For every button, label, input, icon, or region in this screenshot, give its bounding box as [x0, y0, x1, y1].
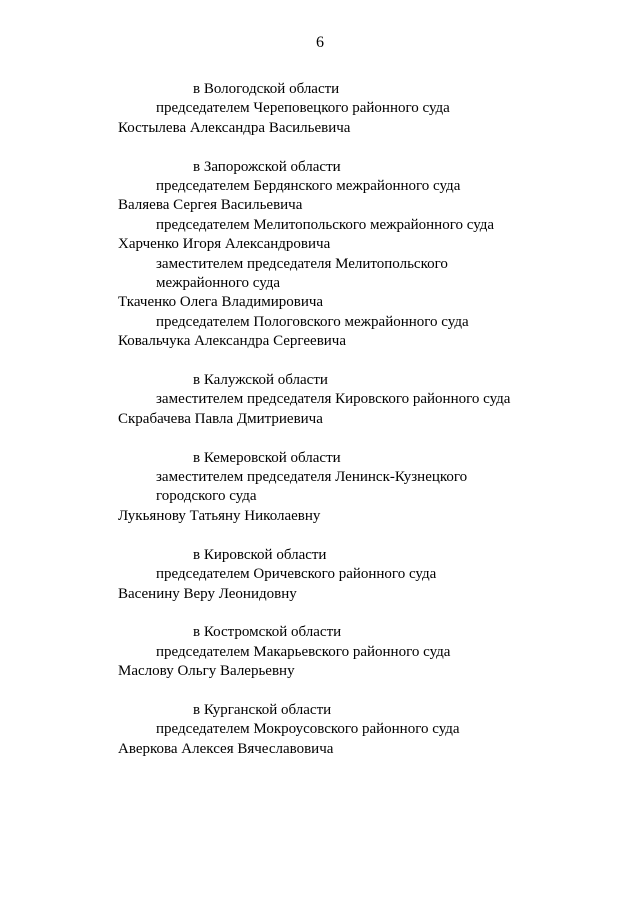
person-name: Ткаченко Олега Владимировича — [118, 294, 324, 311]
position-line: заместителем председателя Ленинск-Кузнецкого — [156, 469, 468, 486]
position-line: председателем Оричевского районного суда — [156, 566, 437, 583]
region-section — [118, 80, 618, 138]
region-heading: в Вологодской области — [193, 81, 340, 97]
position-line: заместителем председателя Кировского районного суда — [156, 391, 511, 408]
person-name: Валяева Сергея Васильевича — [118, 197, 303, 214]
person-name: Ковальчука Александра Сергеевича — [118, 333, 347, 350]
region-section — [118, 701, 618, 759]
position-line: городского суда — [156, 488, 257, 505]
position-line: председателем Череповецкого районного суда — [156, 100, 450, 117]
region-section — [118, 623, 618, 681]
position-line: межрайонного суда — [156, 275, 281, 292]
region-heading: в Кемеровской области — [193, 449, 341, 466]
person-name: Лукьянову Татьяну Николаевну — [118, 507, 321, 524]
position-line: председателем Мелитопольского межрайонного суда — [156, 216, 495, 233]
position-line: председателем Пологовского межрайонного суда — [156, 313, 469, 330]
page-number: 6 — [316, 34, 324, 51]
region-heading: в Костромской области — [193, 624, 342, 641]
region-section — [118, 158, 618, 352]
person-name: Скрабачева Павла Дмитриевича — [118, 410, 323, 427]
region-heading: в Калужской области — [193, 372, 328, 389]
region-heading: в Кировской области — [193, 546, 327, 563]
region-section — [118, 449, 618, 527]
person-name: Маслову Ольгу Валерьевну — [118, 663, 295, 680]
region-heading: в Запорожской области — [193, 158, 341, 175]
position-line: председателем Макарьевского районного суда — [156, 643, 451, 660]
position-line: заместителем председателя Мелитопольского — [156, 255, 448, 272]
position-line: председателем Бердянского межрайонного суда — [156, 178, 461, 195]
region-heading: в Курганской области — [193, 701, 332, 718]
person-name: Харченко Игоря Александровича — [118, 236, 331, 253]
position-line: председателем Мокроусовского районного суда — [156, 721, 460, 738]
person-name: Аверкова Алексея Вячеславовича — [118, 740, 334, 757]
region-section — [118, 546, 618, 604]
appointments-list — [118, 80, 618, 779]
region-section — [118, 371, 618, 429]
person-name: Васенину Веру Леонидовну — [118, 585, 297, 602]
person-name: Костылева Александра Васильевича — [118, 119, 351, 136]
